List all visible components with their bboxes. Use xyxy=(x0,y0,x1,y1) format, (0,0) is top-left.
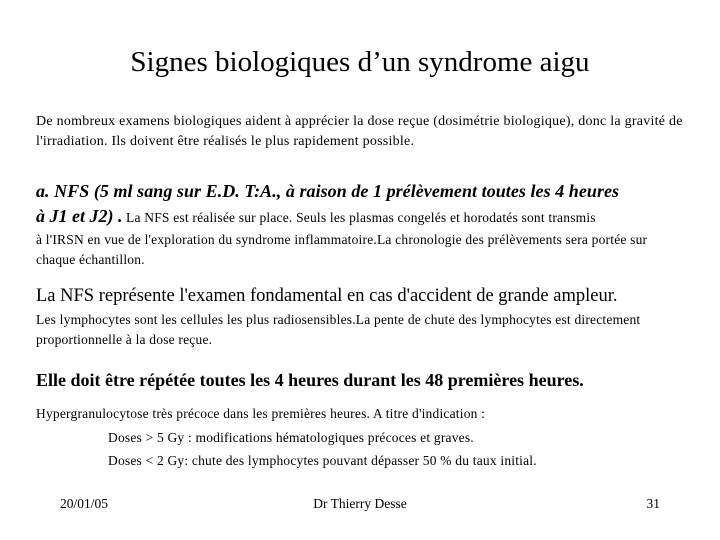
repeat-title: Elle doit être répétée toutes les 4 heures durant les 48 premières heures. xyxy=(36,370,584,390)
repeat-item-1: Doses > 5 Gy : modifications hématologiques précoces et graves. xyxy=(108,430,474,445)
nfs-text: à l'IRSN en vue de l'exploration du syndrome inflammatoire.La chronologie des prélèvements sera portée sur chaque échantillon. xyxy=(36,232,648,267)
repeat-text: Hypergranulocytose très précoce dans les premières heures. A titre d'indication : xyxy=(36,406,486,421)
footer-author: Dr Thierry Desse xyxy=(313,496,407,511)
intro-paragraph: De nombreux examens biologiques aident à apprécier la dose reçue (dosimétrie biologique), donc la gravité de l'irradiation. Ils doivent être réalisés le plus rapidement possible. xyxy=(36,114,683,149)
slide-title: Signes biologiques d’un syndrome aigu xyxy=(130,46,590,78)
nfs-heading-line2-row xyxy=(36,204,696,230)
nfs-heading-line1: a. NFS (5 ml sang sur E.D. T:A., à raison de 1 prélèvement toutes les 4 heures xyxy=(36,181,620,201)
nfs-inline-text: La NFS est réalisée sur place. Seuls les plasmas congelés et horodatés sont transmis xyxy=(122,210,596,225)
nfs-heading-line2: à J1 et J2) . xyxy=(36,206,123,226)
footer-page-number: 31 xyxy=(646,496,660,511)
fundamental-text: Les lymphocytes sont les cellules les plus radiosensibles.La pente de chute des lymphocytes est directement proportionnelle à la dose reçue. xyxy=(36,312,641,347)
fundamental-title: La NFS représente l'examen fondamental en cas d'accident de grande ampleur. xyxy=(36,286,618,306)
repeat-item-2: Doses < 2 Gy: chute des lymphocytes pouvant dépasser 50 % du taux initial. xyxy=(108,453,537,468)
footer-date: 20/01/05 xyxy=(60,496,109,511)
nfs-section xyxy=(36,178,696,270)
